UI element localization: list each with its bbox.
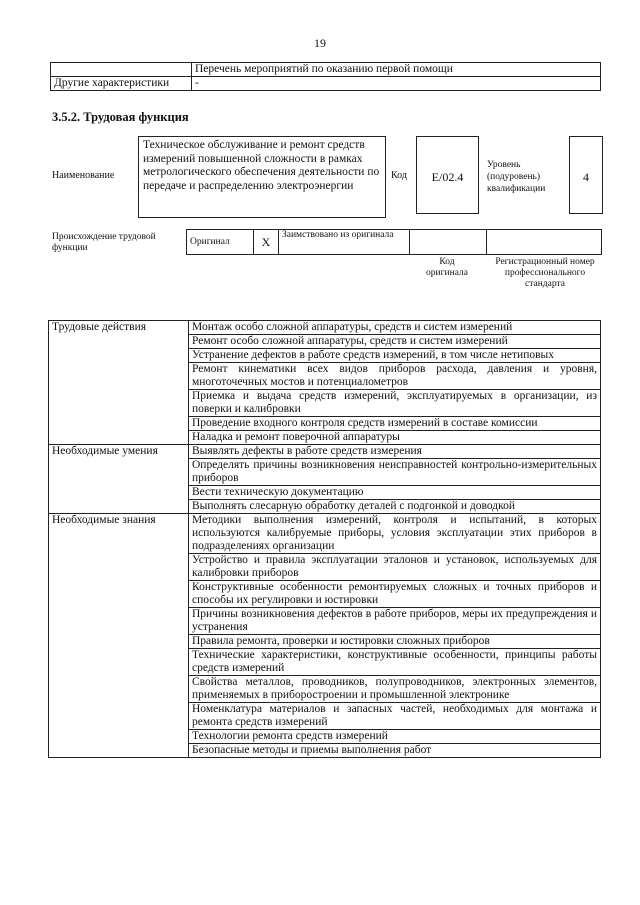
- table-row: [51, 63, 601, 77]
- table-row: [187, 230, 602, 255]
- table-row: [51, 77, 601, 91]
- origin-table: [186, 229, 602, 255]
- category-required-skills: Необходимые умения: [49, 445, 189, 514]
- borrowed-label: Заимствовано из оригинала: [279, 230, 410, 255]
- list-item: Ремонт кинематики всех видов приборов расхода, давления и уровня, многоточечных мостов и потенциалометров: [189, 363, 601, 390]
- list-item: Номенклатура материалов и запасных частей, необходимых для монтажа и ремонта средств измерений: [189, 703, 601, 730]
- list-item: Технические характеристики, конструктивные особенности, принципы работы средств измерений: [189, 649, 601, 676]
- table-row: [49, 321, 601, 335]
- code-original-cell: [410, 230, 487, 255]
- code-label: Код: [391, 170, 407, 181]
- original-label: Оригинал: [187, 230, 254, 255]
- labor-function-table: [48, 320, 601, 758]
- row-value: -: [192, 77, 601, 91]
- category-labor-actions: Трудовые действия: [49, 321, 189, 445]
- level-value-box: 4: [569, 136, 603, 214]
- row-label: [51, 63, 192, 77]
- list-item: Причины возникновения дефектов в работе приборов, меры их предупреждения и устранения: [189, 608, 601, 635]
- list-item: Устранение дефектов в работе средств измерений, в том числе нетиповых: [189, 349, 601, 363]
- original-mark: X: [254, 230, 279, 255]
- list-item: Монтаж особо сложной аппаратуры, средств и систем измерений: [189, 321, 601, 335]
- function-name-text: Техническое обслуживание и ремонт средств измерений повышенной сложности в рамках метрологического обеспечения деятельности по передаче и распределению электроэнергии: [143, 139, 380, 192]
- level-label: Уровень (подуровень) квалификации: [487, 160, 546, 194]
- reg-number-caption: Регистрационный номер профессионального стандарта: [495, 257, 595, 289]
- list-item: Выявлять дефекты в работе средств измерения: [189, 445, 601, 459]
- list-item: Приемка и выдача средств измерений, эксплуатируемых в организации, из поверки и калибровки: [189, 390, 601, 417]
- list-item: Безопасные методы и приемы выполнения работ: [189, 744, 601, 758]
- list-item: Определять причины возникновения неисправностей контрольно-измерительных приборов: [189, 459, 601, 486]
- function-name-box: [138, 136, 386, 218]
- list-item: Вести техническую документацию: [189, 486, 601, 500]
- top-characteristics-table: [50, 62, 601, 91]
- code-value-box: E/02.4: [416, 136, 479, 214]
- row-value: Перечень мероприятий по оказанию первой помощи: [192, 63, 601, 77]
- list-item: Технологии ремонта средств измерений: [189, 730, 601, 744]
- section-title: 3.5.2. Трудовая функция: [52, 110, 189, 124]
- list-item: Свойства металлов, проводников, полупроводников, электронных элементов, применяемых в приборостроении и промышленной электронике: [189, 676, 601, 703]
- reg-number-cell: [487, 230, 602, 255]
- list-item: Ремонт особо сложной аппаратуры, средств и систем измерений: [189, 335, 601, 349]
- list-item: Методики выполнения измерений, контроля и испытаний, в которых используются калибруемые приборы, условия эксплуатации этих приборов в подразделениях организации: [189, 514, 601, 554]
- page-number: 19: [314, 36, 326, 50]
- list-item: Наладка и ремонт поверочной аппаратуры: [189, 431, 601, 445]
- table-row: [49, 445, 601, 459]
- list-item: Выполнять слесарную обработку деталей с подгонкой и доводкой: [189, 500, 601, 514]
- origin-label: Происхождение трудовой функции: [52, 232, 156, 253]
- category-required-knowledge: Необходимые знания: [49, 514, 189, 758]
- list-item: Конструктивные особенности ремонтируемых сложных и точных приборов и способы их регулировки и юстировки: [189, 581, 601, 608]
- list-item: Устройство и правила эксплуатации эталонов и установок, используемых для калибровки приборов: [189, 554, 601, 581]
- list-item: Проведение входного контроля средств измерений в составе комиссии: [189, 417, 601, 431]
- row-label: Другие характеристики: [51, 77, 192, 91]
- list-item: Правила ремонта, проверки и юстировки сложных приборов: [189, 635, 601, 649]
- name-label: Наименование: [52, 170, 115, 181]
- table-row: [49, 514, 601, 554]
- code-original-caption: Код оригинала: [426, 257, 468, 278]
